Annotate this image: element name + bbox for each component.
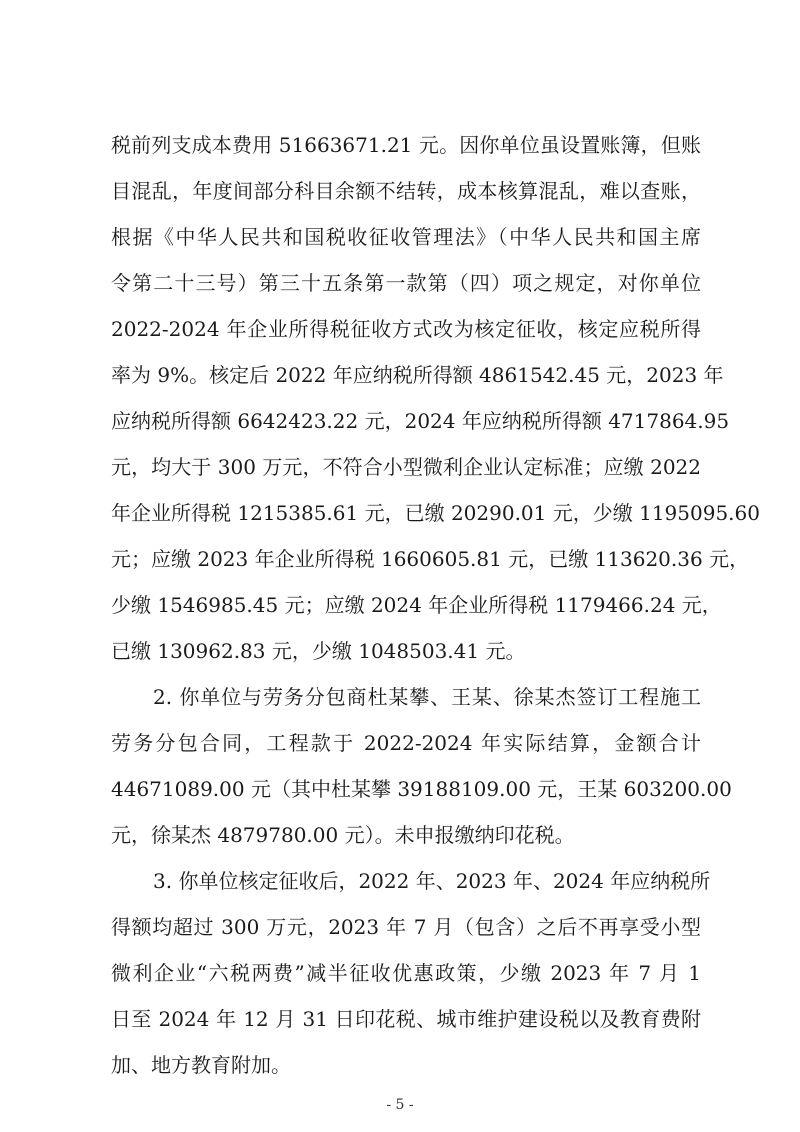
text-line: 元；应缴 2023 年企业所得税 1660605.81 元，已缴 113620.36 元， (111, 547, 750, 571)
text-line: 税前列支成本费用 51663671.21 元。因你单位虽设置账簿，但账 (111, 133, 701, 157)
page-number: - 5 - (386, 1097, 414, 1113)
text-line: 根据《中华人民共和国税收征收管理法》（中华人民共和国主席 (111, 225, 701, 249)
text-line: 少缴 1546985.45 元；应缴 2024 年企业所得税 1179466.24 元， (111, 593, 722, 617)
text-line: 令第二十三号）第三十五条第一款第（四）项之规定，对你单位 (111, 271, 701, 295)
text-line: 2022-2024 年企业所得税征收方式改为核定征收，核定应税所得 (111, 317, 701, 341)
text-line: 得额均超过 300 万元，2023 年 7 月（包含）之后不再享受小型 (111, 915, 701, 939)
text-line: 44671089.00 元（其中杜某攀 39188109.00 元，王某 603200.00 (111, 777, 732, 801)
text-line: 应纳税所得额 6642423.22 元，2024 年应纳税所得额 4717864.95 (111, 409, 730, 433)
text-line: 日至 2024 年 12 月 31 日印花税、城市维护建设税以及教育费附 (111, 1007, 701, 1031)
text-line: 已缴 130962.83 元，少缴 1048503.41 元。 (111, 639, 526, 663)
text-line: 率为 9%。核定后 2022 年应纳税所得额 4861542.45 元，2023 年 (111, 363, 724, 387)
text-line: 元，徐某杰 4879780.00 元）。未申报缴纳印花税。 (111, 823, 575, 847)
text-line: 3. 你单位核定征收后，2022 年、2023 年、2024 年应纳税所 (153, 869, 711, 893)
text-line: 加、地方教育附加。 (111, 1053, 291, 1077)
text-line: 劳务分包合同，工程款于 2022-2024 年实际结算，金额合计 (111, 731, 701, 755)
text-line: 2. 你单位与劳务分包商杜某攀、王某、徐某杰签订工程施工 (153, 685, 701, 709)
text-line: 年企业所得税 1215385.61 元，已缴 20290.01 元，少缴 1195095.60 (111, 501, 760, 525)
text-line: 微利企业“六税两费”减半征收优惠政策，少缴 2023 年 7 月 1 (111, 961, 701, 985)
text-line: 目混乱，年度间部分科目余额不结转，成本核算混乱，难以查账， (111, 179, 701, 203)
text-line: 元，均大于 300 万元，不符合小型微利企业认定标准；应缴 2022 (111, 455, 701, 479)
